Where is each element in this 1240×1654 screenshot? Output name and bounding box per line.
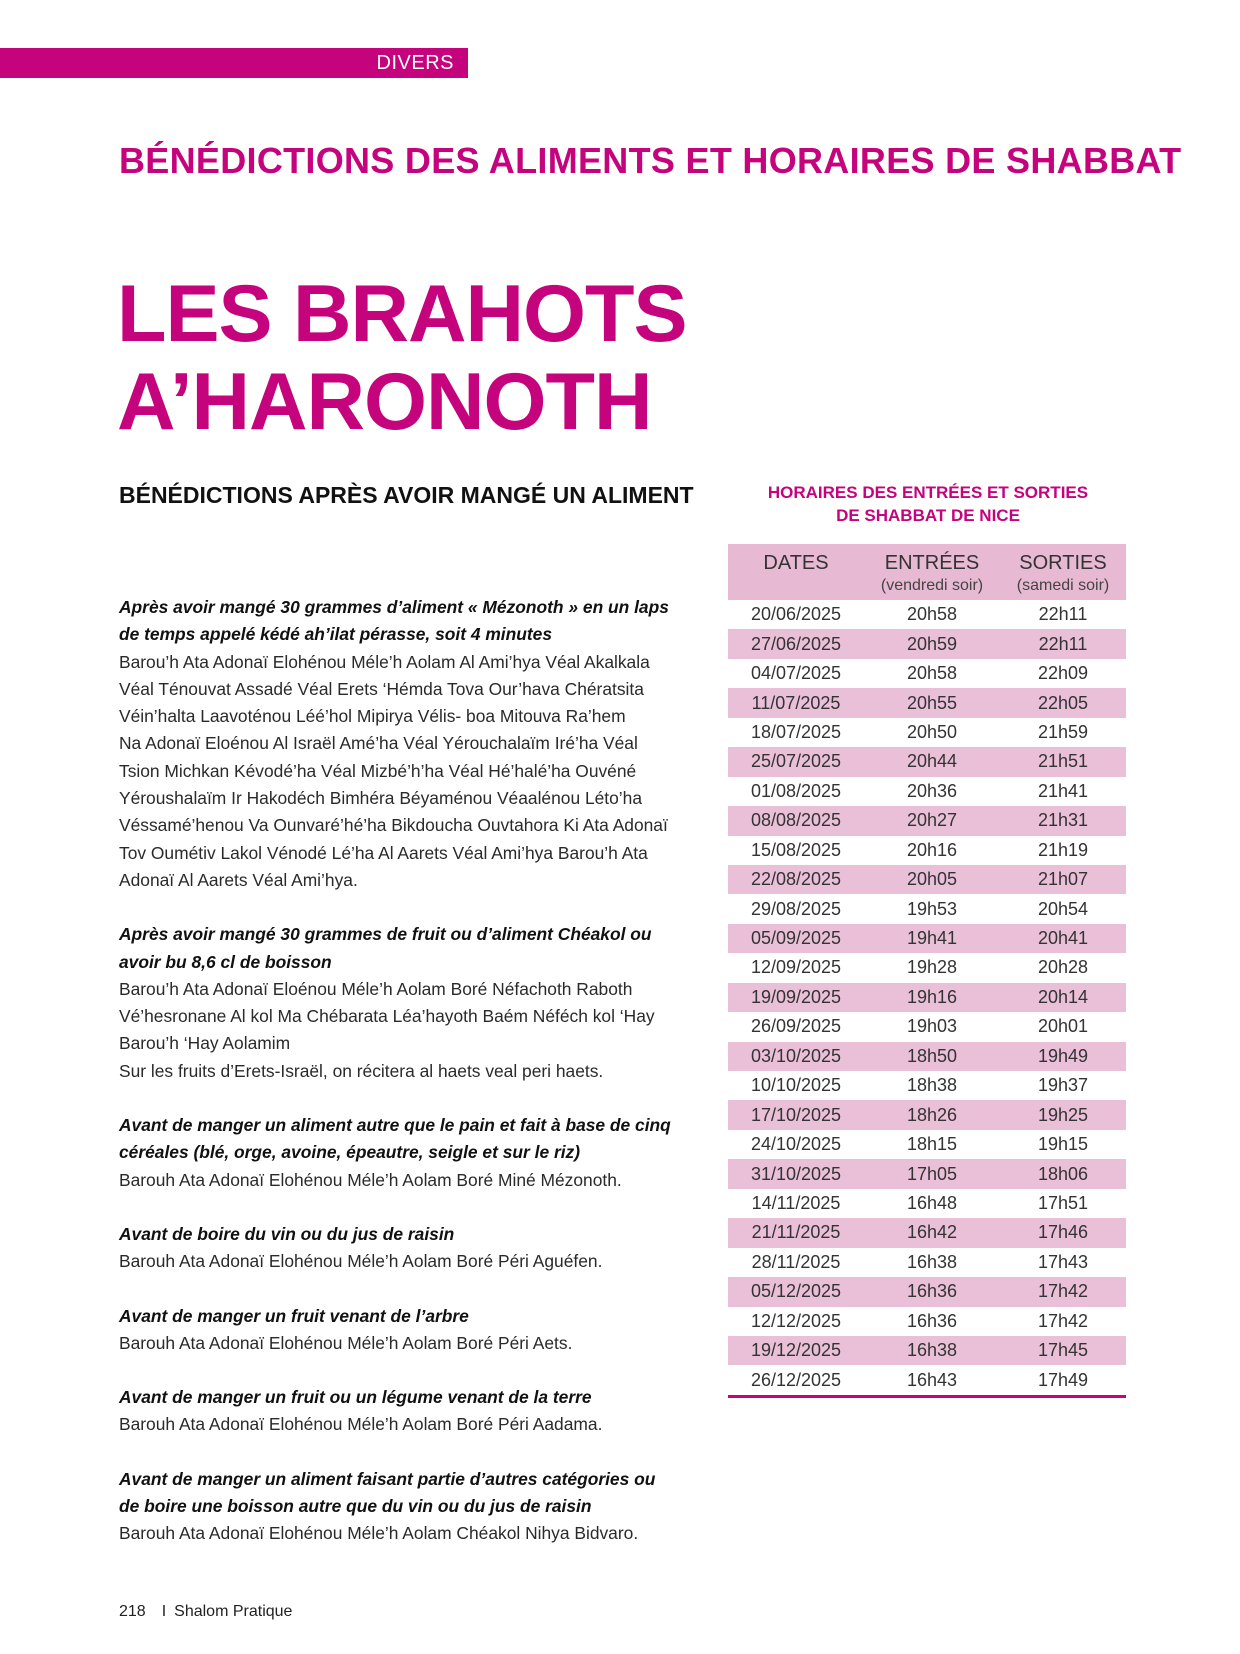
row-sortie: 17h43	[1037, 1251, 1089, 1272]
row-date: 24/10/2025	[750, 1134, 842, 1155]
table-caption-line-1: HORAIRES DES ENTRÉES ET SORTIES	[767, 483, 1089, 502]
row-sortie: 21h07	[1037, 869, 1089, 890]
row-date: 01/08/2025	[750, 780, 842, 801]
table-row	[728, 1042, 1126, 1071]
table-row	[728, 1071, 1126, 1100]
row-sortie: 17h45	[1037, 1340, 1089, 1361]
row-entree: 20h16	[906, 839, 958, 860]
row-date: 14/11/2025	[751, 1192, 841, 1213]
row-date: 05/09/2025	[750, 928, 842, 949]
blessing-text-line: Barouh Ata Adonaï Elohénou Méle’h Aolam Chéakol Nihya Bidvaro.	[119, 1523, 639, 1544]
row-entree: 19h28	[906, 957, 958, 978]
row-date: 31/10/2025	[750, 1163, 842, 1184]
row-entree: 18h50	[906, 1045, 958, 1066]
blessing-text-line: Na Adonaï Eloénou Al Israël Amé’ha Véal Yérouchalaïm Iré’ha Véal	[119, 733, 638, 754]
blessing-text-line: Barou’h Ata Adonaï Elohénou Méle’h Aolam Al Ami’hya Véal Akalkala	[119, 651, 650, 672]
table-row	[728, 1130, 1126, 1159]
blessing-heading-line: avoir bu 8,6 cl de boisson	[119, 951, 332, 972]
row-entree: 20h58	[906, 604, 958, 625]
table-body	[728, 600, 1126, 1395]
row-date: 19/09/2025	[750, 986, 842, 1007]
row-entree: 19h03	[906, 1016, 958, 1037]
footer-separator: I	[161, 1603, 167, 1620]
blessing-text-line: Véin’halta Laavoténou Léé’hol Mipirya Vélis- boa Mitouva Ra’hem	[119, 706, 626, 727]
row-sortie: 18h06	[1037, 1163, 1089, 1184]
sub-title: BÉNÉDICTIONS APRÈS AVOIR MANGÉ UN ALIMENT	[119, 482, 694, 508]
blessing-paragraph	[119, 1303, 709, 1358]
table-row	[728, 953, 1126, 982]
row-entree: 20h44	[906, 751, 958, 772]
row-sortie: 19h25	[1037, 1104, 1089, 1125]
row-date: 22/08/2025	[750, 869, 842, 890]
section-band-label: DIVERS	[376, 52, 454, 74]
row-sortie: 21h31	[1037, 810, 1089, 831]
row-entree: 16h48	[906, 1192, 958, 1213]
blessing-paragraph	[119, 921, 709, 1085]
blessing-text-line: Véssamé’henou Va Ounvaré’hé’ha Bikdoucha Ouvtahora Ki Ata Adonaï	[119, 815, 668, 836]
row-date: 26/12/2025	[750, 1369, 842, 1390]
row-date: 25/07/2025	[750, 751, 842, 772]
table-row	[728, 1012, 1126, 1041]
row-sortie: 22h05	[1037, 692, 1089, 713]
row-entree: 16h42	[906, 1222, 958, 1243]
table-row	[728, 747, 1126, 776]
blessings-text	[119, 594, 709, 1575]
blessing-paragraph	[119, 594, 709, 894]
row-entree: 16h36	[906, 1281, 958, 1302]
row-date: 18/07/2025	[750, 721, 842, 742]
blessing-heading-line: Avant de boire du vin ou du jus de raisin	[119, 1223, 455, 1244]
blessing-heading-line: Avant de manger un aliment faisant partie d’autres catégories ou	[119, 1468, 656, 1489]
row-entree: 16h38	[906, 1340, 958, 1361]
header-sorties-sub: (samedi soir)	[1016, 577, 1110, 594]
blessing-text-line: Barouh Ata Adonaï Elohénou Méle’h Aolam Boré Péri Aguéfen.	[119, 1251, 603, 1272]
blessing-text-line: Barouh Ata Adonaï Elohénou Méle’h Aolam Boré Péri Aadama.	[119, 1414, 603, 1435]
blessing-text-line: Barouh Ata Adonaï Elohénou Méle’h Aolam Boré Péri Aets.	[119, 1332, 573, 1353]
row-sortie: 21h59	[1037, 721, 1089, 742]
table-row	[728, 894, 1126, 923]
row-date: 19/12/2025	[750, 1340, 842, 1361]
table-row	[728, 983, 1126, 1012]
row-entree: 18h26	[906, 1104, 958, 1125]
row-sortie: 22h09	[1037, 663, 1089, 684]
row-date: 26/09/2025	[750, 1016, 842, 1037]
header-dates-label: DATES	[763, 552, 829, 574]
blessing-heading-line: Après avoir mangé 30 grammes de fruit ou d’aliment Chéakol ou	[119, 924, 652, 945]
row-entree: 17h05	[906, 1163, 958, 1184]
blessing-paragraph	[119, 1112, 709, 1194]
table-row	[728, 806, 1126, 835]
table-row	[728, 1277, 1126, 1306]
row-date: 17/10/2025	[750, 1104, 842, 1125]
table-caption	[728, 481, 1128, 527]
blessing-text-line: Adonaï Al Aarets Véal Ami’hya.	[119, 869, 358, 890]
main-title-line-1: LES BRAHOTS	[117, 269, 687, 359]
row-entree: 20h27	[906, 810, 958, 831]
blessing-heading-line: Avant de manger un fruit ou un légume venant de la terre	[119, 1387, 592, 1408]
row-entree: 16h38	[906, 1251, 958, 1272]
row-sortie: 17h42	[1037, 1281, 1089, 1302]
row-sortie: 20h01	[1037, 1016, 1089, 1037]
row-sortie: 22h11	[1038, 633, 1088, 654]
shabbat-times-table	[728, 544, 1126, 1398]
row-sortie: 21h19	[1037, 839, 1089, 860]
row-sortie: 17h42	[1037, 1310, 1089, 1331]
table-row	[728, 659, 1126, 688]
blessing-text-line: Tsion Michkan Kévodé’ha Véal Mizbé’h’ha Véal Hé’halé’ha Ouvéné	[119, 760, 637, 781]
row-sortie: 19h37	[1037, 1075, 1089, 1096]
row-entree: 16h36	[906, 1310, 958, 1331]
section-band	[0, 48, 468, 78]
blessing-heading-line: Avant de manger un aliment autre que le pain et fait à base de cinq	[119, 1115, 671, 1136]
row-entree: 20h36	[906, 780, 958, 801]
header-entrees	[864, 544, 1000, 600]
row-date: 12/09/2025	[750, 957, 842, 978]
blessing-text-line: Vé’hesronane Al kol Ma Chébarata Léa’hayoth Baém Néféch kol ‘Hay	[119, 1006, 655, 1027]
row-date: 28/11/2025	[751, 1251, 841, 1272]
row-date: 27/06/2025	[750, 633, 842, 654]
table-caption-line-2: DE SHABBAT DE NICE	[836, 506, 1020, 525]
table-row	[728, 1189, 1126, 1218]
row-date: 12/12/2025	[750, 1310, 842, 1331]
table-row	[728, 1365, 1126, 1394]
page-footer	[119, 1603, 292, 1621]
blessing-paragraph	[119, 1221, 709, 1276]
table-row	[728, 600, 1126, 629]
row-date: 04/07/2025	[750, 663, 842, 684]
row-entree: 20h59	[906, 633, 958, 654]
blessing-heading-line: de temps appelé kédé ah’ilat pérasse, soit 4 minutes	[119, 624, 552, 645]
row-sortie: 17h49	[1037, 1369, 1089, 1390]
table-row	[728, 777, 1126, 806]
table-row	[728, 1307, 1126, 1336]
row-date: 20/06/2025	[750, 604, 842, 625]
row-sortie: 17h46	[1037, 1222, 1089, 1243]
row-sortie: 19h49	[1037, 1045, 1089, 1066]
row-sortie: 21h41	[1037, 780, 1089, 801]
row-date: 15/08/2025	[750, 839, 842, 860]
blessing-heading-line: Après avoir mangé 30 grammes d’aliment « Mézonoth » en un laps	[119, 597, 669, 617]
table-row	[728, 1248, 1126, 1277]
table-row	[728, 865, 1126, 894]
row-entree: 16h43	[906, 1369, 958, 1390]
header-sorties	[1000, 544, 1126, 600]
row-sortie: 17h51	[1037, 1192, 1089, 1213]
blessing-paragraph	[119, 1384, 709, 1439]
table-bottom-rule	[728, 1395, 1126, 1398]
blessing-heading-line: Avant de manger un fruit venant de l’arbre	[119, 1305, 469, 1326]
blessing-heading-line: céréales (blé, orge, avoine, épeautre, seigle et sur le riz)	[119, 1142, 581, 1163]
main-title-line-2: A’HARONOTH	[117, 357, 652, 447]
row-date: 11/07/2025	[751, 692, 841, 713]
page-number: 218	[119, 1603, 146, 1620]
row-date: 03/10/2025	[750, 1045, 842, 1066]
table-row	[728, 1336, 1126, 1365]
row-sortie: 22h11	[1038, 604, 1088, 625]
row-date: 10/10/2025	[750, 1075, 842, 1096]
row-entree: 19h53	[906, 898, 958, 919]
main-title	[117, 270, 757, 446]
row-entree: 19h16	[906, 986, 958, 1007]
row-entree: 20h58	[906, 663, 958, 684]
table-row	[728, 836, 1126, 865]
section-title: BÉNÉDICTIONS DES ALIMENTS ET HORAIRES DE SHABBAT	[119, 140, 1182, 181]
blessing-text-line: Barou’h ‘Hay Aolamim	[119, 1033, 291, 1054]
table-row	[728, 1218, 1126, 1247]
row-date: 08/08/2025	[750, 810, 842, 831]
row-sortie: 20h54	[1037, 898, 1089, 919]
row-entree: 19h41	[906, 928, 958, 949]
row-entree: 18h38	[906, 1075, 958, 1096]
row-date: 29/08/2025	[750, 898, 842, 919]
row-sortie: 19h15	[1037, 1134, 1089, 1155]
blessing-heading-line: de boire une boisson autre que du vin ou du jus de raisin	[119, 1496, 592, 1517]
table-row	[728, 1159, 1126, 1188]
publication-name: Shalom Pratique	[174, 1603, 293, 1620]
blessing-text-line: Tov Oumétiv Lakol Vénodé Lé’ha Al Aarets Véal Ami’hya Barou’h Ata	[119, 842, 648, 863]
row-entree: 20h05	[906, 869, 958, 890]
row-entree: 20h55	[906, 692, 958, 713]
row-sortie: 20h41	[1037, 928, 1089, 949]
row-date: 21/11/2025	[751, 1222, 841, 1243]
header-entrees-sub: (vendredi soir)	[880, 577, 984, 594]
row-entree: 18h15	[906, 1134, 958, 1155]
header-entrees-label: ENTRÉES	[884, 552, 980, 574]
blessing-text-line: Véal Ténouvat Assadé Véal Erets ‘Hémda Tova Our’hava Chératsita	[119, 678, 644, 699]
table-header	[728, 544, 1126, 600]
blessing-paragraph	[119, 1466, 709, 1548]
header-sorties-label: SORTIES	[1019, 552, 1107, 574]
blessing-text-line: Sur les fruits d’Erets-Israël, on récitera al haets veal peri haets.	[119, 1060, 604, 1081]
blessing-text-line: Barouh Ata Adonaï Elohénou Méle’h Aolam Boré Miné Mézonoth.	[119, 1169, 622, 1190]
row-date: 05/12/2025	[750, 1281, 842, 1302]
table-row	[728, 688, 1126, 717]
table-row	[728, 924, 1126, 953]
row-entree: 20h50	[906, 721, 958, 742]
blessing-text-line: Barou’h Ata Adonaï Eloénou Méle’h Aolam Boré Néfachoth Raboth	[119, 978, 633, 999]
table-row	[728, 1100, 1126, 1129]
blessing-text-line: Yéroushalaïm Ir Hakodéch Bimhéra Béyaménou Véaalénou Léto’ha	[119, 788, 643, 809]
row-sortie: 20h14	[1037, 986, 1089, 1007]
table-row	[728, 718, 1126, 747]
row-sortie: 21h51	[1037, 751, 1089, 772]
row-sortie: 20h28	[1037, 957, 1089, 978]
table-row	[728, 629, 1126, 658]
header-dates	[728, 544, 864, 600]
